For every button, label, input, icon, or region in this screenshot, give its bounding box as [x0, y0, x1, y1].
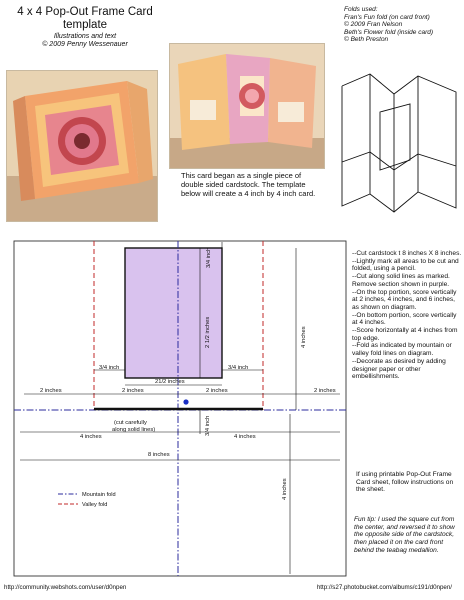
instruction-item: --Cut along solid lines as marked. Remove section shown in purple. [352, 273, 450, 288]
footer-url-left[interactable]: http://community.webshots.com/user/d0npen [4, 584, 127, 591]
instruction-item: --Cut cardstock t 8 inches X 8 inches. [352, 250, 462, 257]
dim-window-height: 2 1/2 inches [205, 316, 211, 348]
dim-right-half: 4 inches [234, 434, 256, 440]
dim-left-3-4: 3/4 inch [99, 365, 120, 371]
legend-mountain-label: Mountain fold [82, 492, 116, 498]
dim-top-height: 3/4 inch [206, 247, 212, 268]
page-title: 4 x 4 Pop-Out Frame Card template [17, 6, 153, 31]
dim-bottom-3-4: 3/4 inch [205, 415, 211, 436]
card-photo-front [6, 70, 158, 222]
instruction-item: --Lightly mark all areas to be cut and folded, using a pencil. [352, 257, 459, 273]
print-note: If using printable Pop-Out Frame Card sheet, follow instructions on the sheet. [356, 471, 454, 494]
instruction-item: --On the top portion, score vertically at 2 inches, 4 inches, and 6 inches, as shown on diagram. [352, 288, 457, 311]
instruction-item: --Decorate as desired by adding designer paper or other embellishments. [352, 357, 446, 381]
card-photo-open [169, 43, 325, 169]
instruction-item: --Score horizontally at 4 inches from top edge. [352, 327, 458, 342]
dim-full-width: 8 inches [148, 452, 170, 458]
folds-line-4: © Beth Preston [344, 36, 389, 44]
folds-line-2: © 2009 Fran Nelson [344, 21, 403, 29]
dim-seg-4: 2 inches [314, 388, 336, 394]
dim-seg-3: 2 inches [206, 388, 228, 394]
instructions [352, 250, 462, 381]
dim-window-width: 21/2 inches [155, 379, 185, 385]
folds-line-1: Fran's Fun fold (on card front) [344, 13, 430, 21]
folds-used [344, 6, 462, 44]
credit [10, 33, 160, 49]
credit-line-1: Illustrations and text [53, 33, 117, 40]
footer-url-right[interactable]: http://s27.photobucket.com/albums/c191/d0npen/ [316, 584, 452, 591]
dim-right-3-4: 3/4 inch [228, 365, 249, 371]
template-diagram [0, 238, 350, 583]
dim-seg-2: 2 inches [122, 388, 144, 394]
folds-heading: Folds used: [344, 6, 378, 13]
instruction-item: --Fold as indicated by mountain or valley fold lines on diagram. [352, 342, 452, 358]
instruction-item: --On bottom portion, score vertically at 4 inches. [352, 311, 457, 327]
dim-bottom-4in: 4 inches [282, 478, 288, 500]
cut-note-line-2: along solid lines) [112, 427, 156, 433]
legend-valley-label: Valley fold [82, 502, 108, 508]
folds-line-3: Beth's Flower fold (inside card) [344, 28, 434, 36]
fun-tip: Fun tip: I used the square cut from the center, and reversed it to show the opposite side of the cardstock, then placed it on the card front behind the teabag medallion. [354, 516, 455, 554]
dim-left-half: 4 inches [80, 434, 102, 440]
card-description: This card began as a single piece of double sided cardstock. The template below will create a 4 inch by 4 inch card. [181, 171, 316, 198]
fold-marker-dot [183, 399, 188, 404]
credit-line-2: © 2009 Penny Wessenauer [42, 41, 128, 48]
cut-note-line-1: (cut carefully [114, 420, 147, 426]
dim-right-4in: 4 inches [301, 326, 307, 348]
fold-sketch [336, 66, 462, 226]
dim-seg-1: 2 inches [40, 388, 62, 394]
